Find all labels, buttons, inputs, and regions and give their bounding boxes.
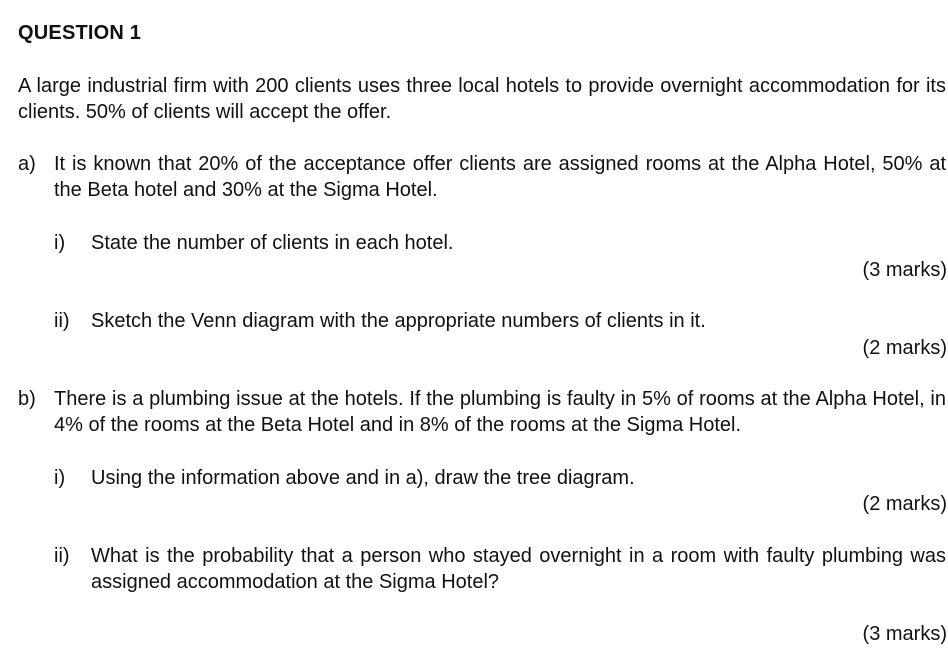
part-b-ii-text: What is the probability that a person who stayed overnight in a room with faulty plumbing was assigned accommodation at the Sigma Hotel? xyxy=(91,545,946,593)
part-a-ii-marks: (2 marks) xyxy=(862,337,947,359)
part-b-text: There is a plumbing issue at the hotels. If the plumbing is faulty in 5% of rooms at the Alpha Hotel, in 4% of the rooms at the Beta Hotel and in 8% of the rooms at the Sigma Hotel. xyxy=(54,388,946,436)
part-b-ii-label: ii) xyxy=(54,545,70,567)
question-title: QUESTION 1 xyxy=(18,22,142,44)
part-b-label: b) xyxy=(18,388,36,410)
part-a-ii-label: ii) xyxy=(54,310,70,332)
part-a-i-text: State the number of clients in each hotel. xyxy=(91,232,454,254)
part-b-i-label: i) xyxy=(54,467,66,489)
part-a-i-marks: (3 marks) xyxy=(862,259,947,281)
part-b-i-text: Using the information above and in a), draw the tree diagram. xyxy=(91,467,635,489)
part-b-ii-marks: (3 marks) xyxy=(862,623,947,645)
part-a-label: a) xyxy=(18,153,36,175)
part-a-text: It is known that 20% of the acceptance offer clients are assigned rooms at the Alpha Hotel, 50% at the Beta hotel and 30% at the Sigma Hotel. xyxy=(54,153,946,201)
part-a-i-label: i) xyxy=(54,232,66,254)
part-a-ii-text: Sketch the Venn diagram with the appropriate numbers of clients in it. xyxy=(91,310,706,332)
part-b-i-marks: (2 marks) xyxy=(862,493,947,515)
question-intro: A large industrial firm with 200 clients uses three local hotels to provide overnight accommodation for its clients. 50% of clients will accept the offer. xyxy=(18,75,946,123)
